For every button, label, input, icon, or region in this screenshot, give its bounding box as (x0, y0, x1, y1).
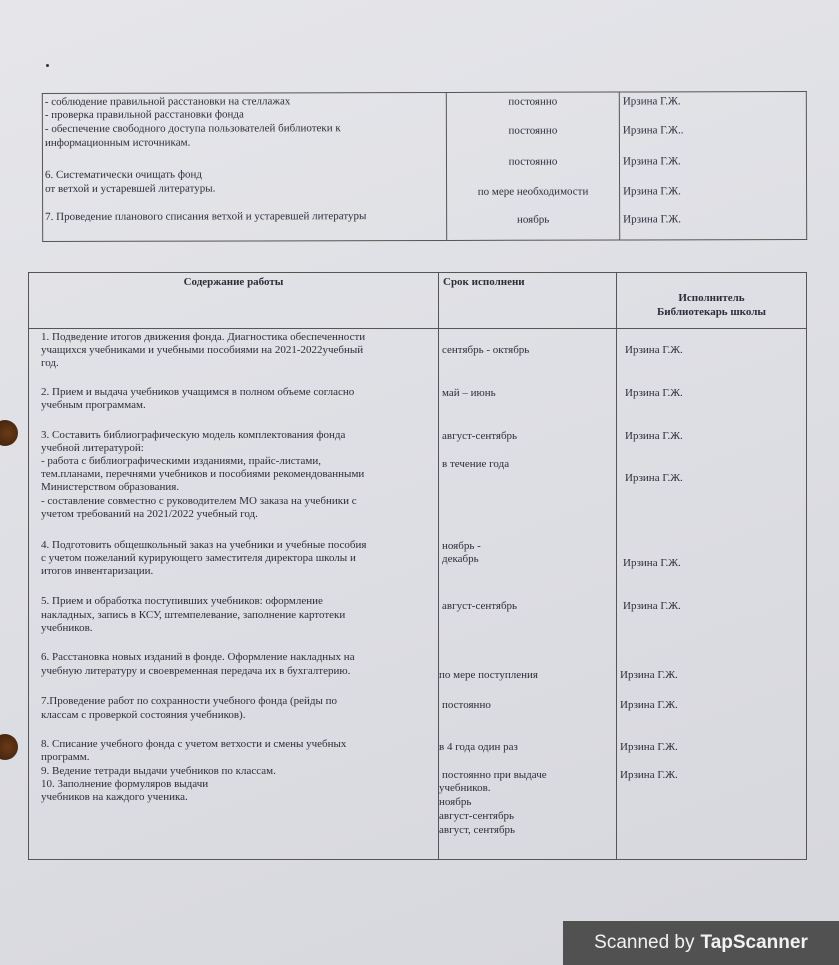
executor-name: Ирзина Г.Ж. (625, 430, 683, 442)
task-line: 8. Списание учебного фонда с учетом ветхости и смены учебных (41, 738, 347, 750)
task-line: 7. Проведение планового списания ветхой и устаревшей литературы (45, 210, 367, 223)
deadline-text: август-сентябрь (439, 810, 515, 822)
task-line: учебников на каждого ученика. (41, 791, 188, 803)
deadline-text: ноябрь (439, 796, 472, 808)
task-line: итогов инвентаризации. (41, 565, 154, 577)
header-content (29, 273, 439, 329)
scanner-watermark (563, 921, 839, 965)
executor-name: Ирзина Г.Ж. (622, 95, 681, 108)
executor-name: Ирзина Г.Ж. (625, 387, 683, 399)
watermark-prefix: Scanned by (594, 932, 695, 953)
header-executor-label: Исполнитель (678, 292, 745, 304)
deadline-text: ноябрь - (442, 540, 481, 552)
executor-name: Ирзина Г.Ж. (620, 741, 678, 753)
task-line: - обеспечение свободного доступа пользователей библиотеки к (44, 122, 341, 135)
header-deadline (439, 273, 617, 329)
continuation-table (42, 91, 807, 242)
deadline-text: постоянно при выдаче (442, 769, 547, 781)
deadline-text: август-сентябрь (442, 430, 518, 442)
task-line: 5. Прием и обработка поступивших учебников: оформление (41, 595, 323, 607)
task-line: - проверка правильной расстановки фонда (44, 108, 244, 121)
deadline-text: постоянно (508, 95, 558, 108)
task-line: Министерством образования. (41, 481, 180, 493)
task-line: информационным источникам. (44, 136, 191, 149)
task-line: 4. Подготовить общешкольный заказ на учебники и учебные пособия (41, 539, 367, 551)
executor-name: Ирзина Г.Ж. (625, 472, 683, 484)
header-executor-sublabel: Библиотекарь школы (657, 306, 766, 318)
task-line: накладных, запись в КСУ, штемпелевание, заполнение картотеки (41, 609, 346, 621)
task-line: тем.планами, перечнями учебников и пособиями рекомендованными (41, 468, 365, 480)
header-executor (617, 273, 807, 329)
executor-name: Ирзина Г.Ж. (625, 344, 683, 356)
body-row (29, 329, 807, 860)
tasks-cell (42, 92, 446, 241)
task-line: от ветхой и устаревшей литературы. (45, 182, 216, 195)
header-deadline-label: Срок исполнени (443, 276, 525, 288)
executor-name: Ирзина Г.Ж. (623, 600, 681, 612)
task-line: - соблюдение правильной расстановки на стеллажах (44, 95, 291, 108)
deadline-cell (446, 92, 619, 240)
ink-dot (46, 64, 49, 67)
deadline-text: по мере необходимости (477, 185, 589, 198)
task-line: 10. Заполнение формуляров выдачи (41, 778, 209, 790)
deadline-text: в 4 года один раз (439, 741, 518, 753)
deadline-text: постоянно (442, 699, 491, 711)
textbook-work-table (28, 272, 807, 860)
task-line: 1. Подведение итогов движения фонда. Диагностика обеспеченности (41, 331, 366, 343)
task-line: учетом требований на 2021/2022 учебный год. (41, 508, 258, 520)
task-line: 6. Расстановка новых изданий в фонде. Оформление накладных на (41, 651, 355, 663)
deadline-text: ноябрь (516, 213, 550, 226)
executor-name: Ирзина Г.Ж. (623, 213, 681, 226)
watermark-brand: TapScanner (700, 932, 808, 953)
executor-name: Ирзина Г.Ж. (620, 699, 678, 711)
executor-name: Ирзина Г.Ж. (623, 557, 681, 569)
punch-hole-upper (0, 420, 18, 446)
task-line: - работа с библиографическими изданиями, прайс-листами, (41, 455, 322, 467)
deadline-text: постоянно (508, 155, 558, 168)
executor-cell (617, 329, 807, 860)
executor-cell (619, 92, 806, 240)
deadline-text: постоянно (508, 124, 558, 137)
deadline-text: декабрь (442, 553, 479, 565)
task-line: 3. Составить библиографическую модель комплектования фонда (41, 429, 346, 441)
deadline-text: по мере поступления (439, 669, 538, 681)
deadline-text: август-сентябрь (442, 600, 518, 612)
executor-name: Ирзина Г.Ж. (623, 185, 681, 198)
task-line: классам с проверкой состояния учебников). (41, 709, 246, 721)
task-line: учебным программам. (41, 399, 146, 411)
tasks-cell (29, 329, 439, 860)
deadline-text: август, сентябрь (439, 824, 516, 836)
header-row (29, 273, 807, 329)
task-line: 9. Ведение тетради выдачи учебников по классам. (41, 765, 276, 777)
task-line: с учетом пожеланий курирующего заместителя директора школы и (41, 552, 356, 564)
task-line: учебную литературу и своевременная передача их в бухгалтерию. (41, 665, 351, 677)
deadline-text: сентябрь - октябрь (442, 344, 530, 356)
executor-name: Ирзина Г.Ж. (620, 769, 678, 781)
task-line: 2. Прием и выдача учебников учащимся в полном объеме согласно (41, 386, 355, 398)
deadline-text: май – июнь (442, 387, 496, 399)
task-line: учебной литературой: (41, 442, 144, 454)
executor-name: Ирзина Г.Ж. (622, 155, 681, 168)
task-line: - составление совместно с руководителем МО заказа на учебники с (41, 495, 357, 507)
task-line: учащихся учебниками и учебными пособиями на 2021-2022учебный (41, 344, 364, 356)
task-line: учебников. (41, 622, 93, 634)
executor-name: Ирзина Г.Ж. (620, 669, 678, 681)
task-line: 6. Систематически очищать фонд (45, 168, 202, 181)
deadline-cell (439, 329, 617, 860)
task-line: программ. (41, 751, 90, 763)
deadline-text: учебников. (439, 782, 491, 794)
deadline-text: в течение года (442, 458, 510, 470)
executor-name: Ирзина Г.Ж.. (622, 124, 684, 137)
task-line: 7.Проведение работ по сохранности учебного фонда (рейды по (41, 695, 338, 707)
task-line: год. (41, 357, 59, 369)
punch-hole-lower (0, 734, 18, 760)
header-content-label: Содержание работы (183, 276, 284, 288)
